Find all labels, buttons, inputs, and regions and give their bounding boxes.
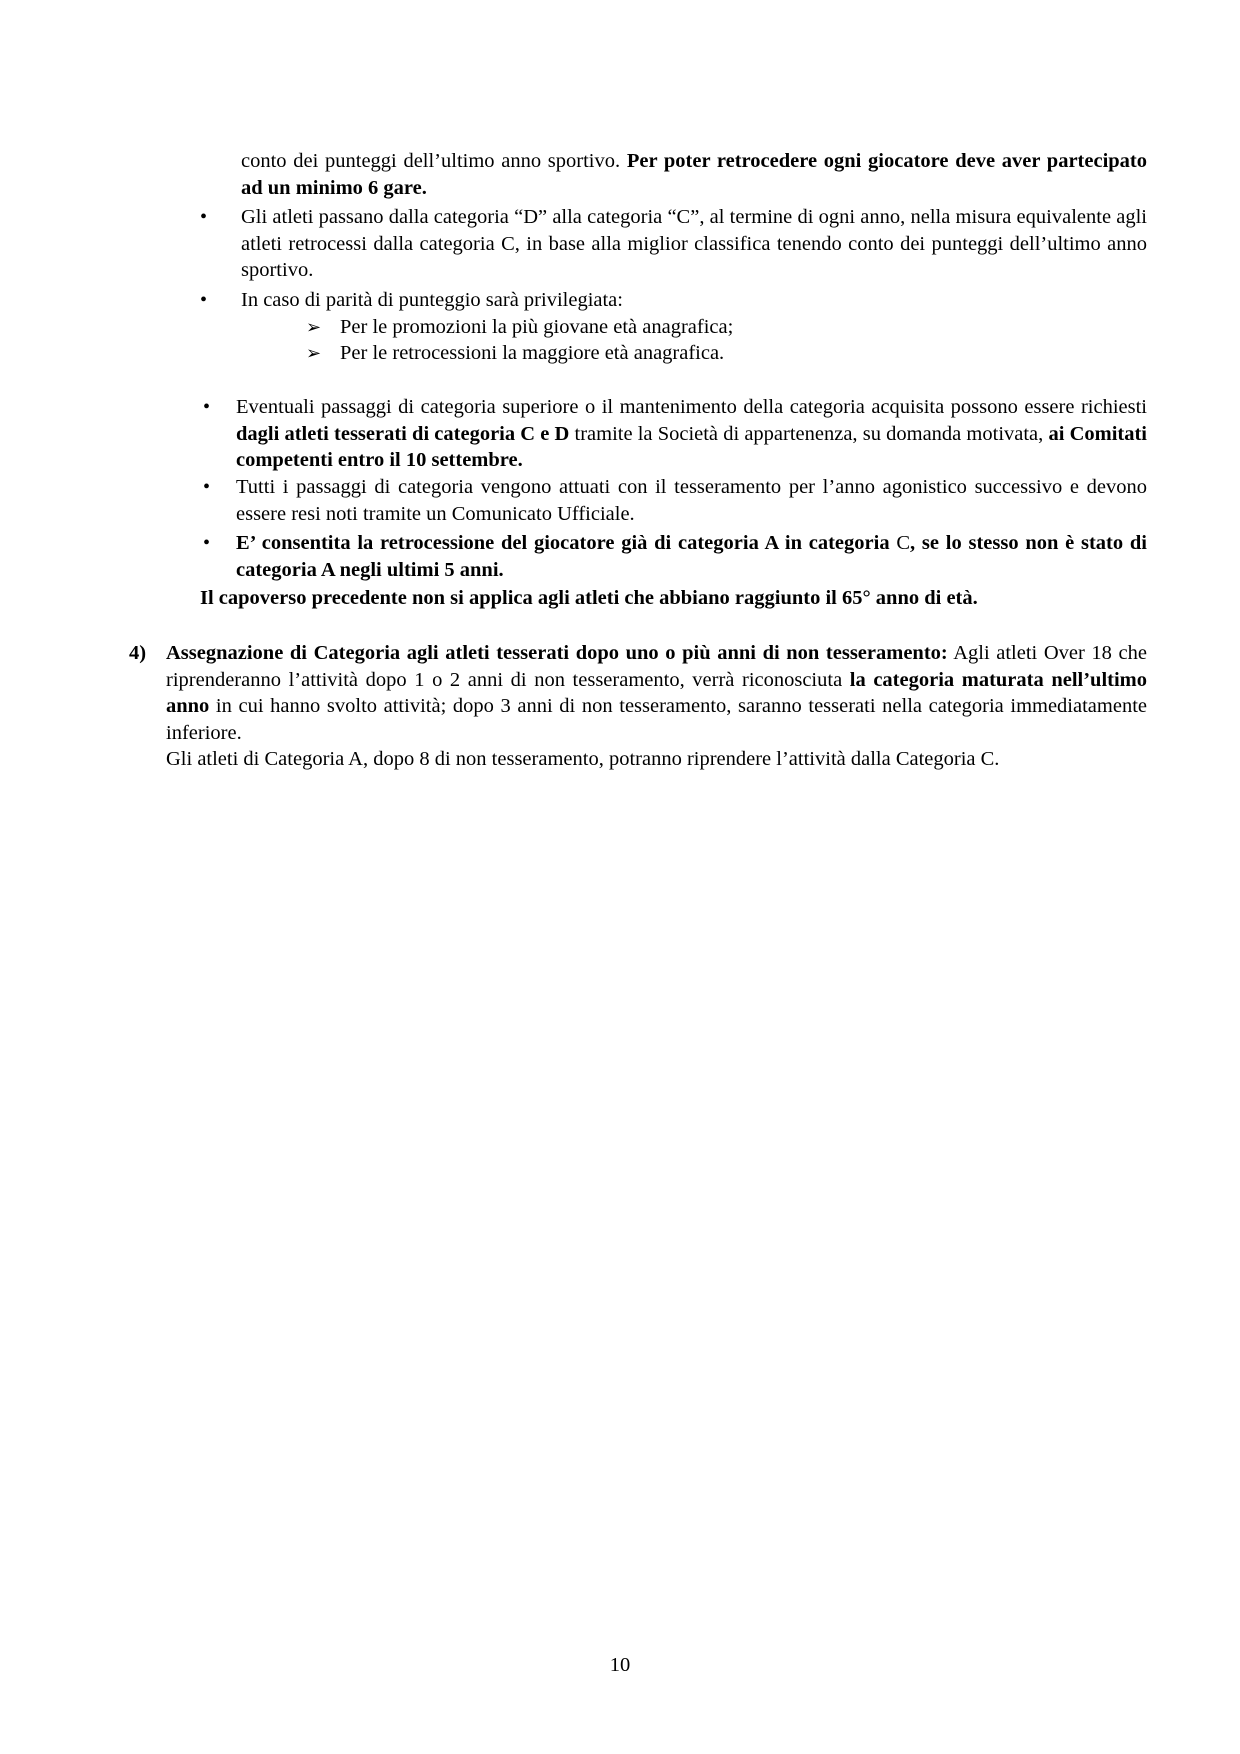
bullet-bold-text: , se lo stesso non è stato di categoria A negli ultimi 5 anni. xyxy=(236,532,1147,581)
arrow-bullet-icon: ➢ xyxy=(306,317,322,337)
note-text: Il capoverso precedente non si applica agli atleti che abbiano raggiunto il 65° anno di età. xyxy=(200,587,978,609)
sub-list-item xyxy=(306,340,906,367)
bullet-bold-text: E’ consentita la retrocessione del giocatore già di categoria A in categoria xyxy=(236,532,897,554)
bullet-icon: • xyxy=(203,476,211,498)
page-number: 10 xyxy=(609,1654,631,1676)
bullet-bold-text: dagli atleti tesserati di categoria C e D xyxy=(236,422,570,445)
bullet-icon: • xyxy=(203,396,211,418)
bullet-text: Tutti i passaggi di categoria vengono attuati con il tesseramento per l’anno agonistico successivo e devono essere resi noti tramite un Comunicato Ufficiale. xyxy=(236,476,1147,525)
bullet-text: tramite la Società di appartenenza, su domanda motivata, xyxy=(569,422,1049,445)
continuation-text: conto dei punteggi dell’ultimo anno sportivo. xyxy=(241,150,627,172)
continuation-paragraph xyxy=(241,148,1147,201)
section-text: in cui hanno svolto attività; dopo 3 anni di non tesseramento, saranno tesserati nella categoria immediatamente inferiore. xyxy=(166,695,1147,744)
bullet-bold-text: ai Comitati competenti entro il 10 settembre. xyxy=(236,422,1147,471)
bullet-icon: • xyxy=(200,206,208,228)
bullet-text: Eventuali passaggi di categoria superiore o il mantenimento della categoria acquisita possono essere richiesti xyxy=(236,396,1147,418)
section-number xyxy=(129,640,169,667)
note-paragraph xyxy=(200,585,1147,612)
bullet-icon: • xyxy=(203,532,211,554)
bullet-icon: • xyxy=(200,289,208,311)
section-text: Gli atleti di Categoria A, dopo 8 di non tesseramento, potranno riprendere l’attività dalla Categoria C. xyxy=(166,748,1000,770)
bullet-text: Gli atleti passano dalla categoria “D” alla categoria “C”, al termine di ogni anno, nella misura equivalente agli atleti retrocessi dalla categoria C, in base alla miglior classifica tenendo conto dei punteggi dell’ultimo anno sportivo. xyxy=(241,206,1147,281)
bullet-text: C xyxy=(896,532,911,554)
section-bold-text: la categoria maturata nell’ultimo anno xyxy=(166,668,1147,717)
section-number-text: 4) xyxy=(129,642,147,664)
sub-item-text: Per le retrocessioni la maggiore età anagrafica. xyxy=(340,342,725,364)
section-title: Assegnazione di Categoria agli atleti tesserati dopo uno o più anni di non tesseramento: xyxy=(166,642,948,664)
section-text: Agli atleti Over 18 che riprenderanno l’attività dopo 1 o 2 anni di non tesseramento, verrà riconosciuta xyxy=(166,642,1147,691)
arrow-bullet-icon: ➢ xyxy=(306,343,322,363)
bullet-text: In caso di parità di punteggio sarà privilegiata: xyxy=(241,289,623,311)
section-4-paragraph xyxy=(166,640,1147,773)
continuation-bold-text: Per poter retrocedere ogni giocatore deve aver partecipato ad un minimo 6 gare. xyxy=(241,150,1147,199)
sub-list-item xyxy=(306,314,906,341)
sub-item-text: Per le promozioni la più giovane età anagrafica; xyxy=(340,316,734,338)
